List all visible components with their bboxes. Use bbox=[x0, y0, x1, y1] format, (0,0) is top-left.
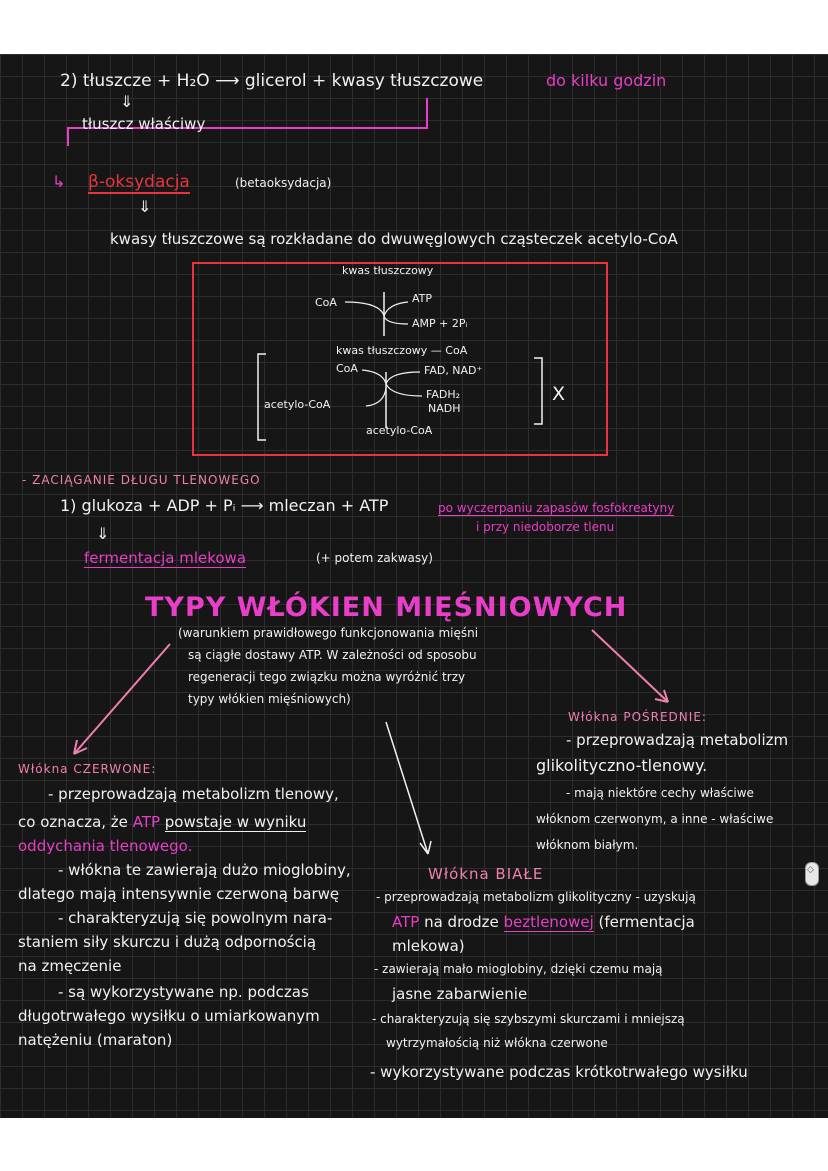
fat-hydrolysis-equation: 2) tłuszcze + H₂O ⟶ glicerol + kwasy tłuszczowe bbox=[60, 71, 484, 91]
diagram-nadh: NADH bbox=[428, 402, 461, 415]
diagram-multiplier: X bbox=[552, 383, 566, 405]
intermediate-line-2: glikolityczno-tlenowy. bbox=[536, 756, 708, 775]
aftermath-note: (+ potem zakwasy) bbox=[316, 551, 433, 565]
intermediate-line-5: włóknom białym. bbox=[536, 838, 639, 852]
red-line-2a: co oznacza, że bbox=[18, 813, 128, 831]
beta-oxidation-label bbox=[88, 172, 190, 192]
beta-oxidation-paren: (betaoksydacja) bbox=[235, 176, 332, 190]
down-arrow-icon-3: ⇓ bbox=[96, 524, 110, 543]
red-line-9: - są wykorzystywane np. podczas bbox=[58, 983, 309, 1001]
white-line-2b: (fermentacja bbox=[598, 913, 695, 931]
duration-note: do kilku godzin bbox=[546, 71, 667, 90]
diagram-fatty-acyl-coa: kwas tłuszczowy — CoA bbox=[336, 344, 468, 357]
lactic-fermentation bbox=[84, 548, 246, 568]
white-line-4: - zawierają mało mioglobiny, dzięki czemu mają bbox=[374, 962, 663, 976]
intro-line-4: typy włókien mięśniowych) bbox=[188, 692, 351, 706]
white-line-2a: na drodze bbox=[424, 913, 499, 931]
diagram-acetyl-bottom: acetylo-CoA bbox=[366, 424, 433, 437]
red-line-10: długotrwałego wysiłku o umiarkowanym bbox=[18, 1007, 320, 1025]
white-fibers-heading: Włókna BIAŁE bbox=[428, 865, 544, 883]
intermediate-line-1: - przeprowadzają metabolizm bbox=[566, 731, 789, 749]
white-line-2 bbox=[392, 912, 695, 932]
diagram-coa-2: CoA bbox=[336, 362, 358, 375]
beta-arrow-icon: ↳ bbox=[52, 172, 66, 191]
red-line-7: staniem siły skurczu i dużą odpornością bbox=[18, 933, 317, 951]
intermediate-heading: Włókna POŚREDNIE: bbox=[568, 710, 707, 724]
lactic-fermentation-text: fermentacja mlekowa bbox=[84, 549, 247, 567]
intermediate-line-4: włóknom czerwonym, a inne - właściwe bbox=[536, 812, 774, 826]
intro-line-1: (warunkiem prawidłowego funkcjonowania mięśni bbox=[178, 626, 479, 640]
note-connectors bbox=[0, 54, 828, 1118]
beta-oxidation-description: kwasy tłuszczowe są rozkładane do dwuwęglowych cząsteczek acetylo-CoA bbox=[110, 230, 678, 248]
white-line-3: mlekowa) bbox=[392, 937, 465, 955]
white-line-8: - wykorzystywane podczas krótkotrwałego wysiłku bbox=[370, 1063, 748, 1081]
red-line-1: - przeprowadzają metabolizm tlenowy, bbox=[48, 785, 339, 803]
intro-line-2: są ciągłe dostawy ATP. W zależności od sposobu bbox=[188, 648, 477, 662]
white-anaerobic-highlight: beztlenowej bbox=[503, 913, 594, 931]
red-line-5: dlatego mają intensywnie czerwoną barwę bbox=[18, 885, 340, 903]
own-fat-label: tłuszcz właściwy bbox=[82, 115, 206, 133]
arrow-to-white-fibers bbox=[386, 722, 428, 854]
down-arrow-icon: ⇓ bbox=[120, 92, 134, 111]
red-line-4: - włókna te zawierają dużo mioglobiny, bbox=[58, 861, 351, 879]
page-title: TYPY WŁÓKIEN MIĘŚNIOWYCH bbox=[145, 592, 628, 623]
diagram-fatty-acid: kwas tłuszczowy bbox=[342, 264, 434, 277]
diagram-coa-1: CoA bbox=[315, 296, 337, 309]
diagram-amp: AMP + 2Pᵢ bbox=[412, 317, 468, 330]
beta-oxidation-text: β-oksydacja bbox=[88, 172, 190, 192]
note-page bbox=[0, 54, 828, 1118]
intro-line-3: regeneracji tego związku można wyróżnić trzy bbox=[188, 670, 466, 684]
white-line-6: - charakteryzują się szybszymi skurczami i mniejszą bbox=[372, 1012, 685, 1026]
scrollbar-thumb[interactable] bbox=[805, 862, 819, 886]
white-line-1: - przeprowadzają metabolizm glikolityczny - uzyskują bbox=[376, 890, 696, 904]
red-fibers-heading: Włókna CZERWONE: bbox=[18, 762, 157, 776]
condition-line-1 bbox=[438, 501, 674, 516]
diagram-fad-nad: FAD, NAD⁺ bbox=[424, 364, 483, 377]
arrow-to-intermediate-fibers bbox=[592, 630, 668, 702]
down-arrow-icon-2: ⇓ bbox=[138, 197, 152, 216]
oxygen-debt-heading: - ZACIĄGANIE DŁUGU TLENOWEGO bbox=[22, 473, 261, 487]
diagram-fadh2: FADH₂ bbox=[426, 388, 460, 401]
white-line-7: wytrzymałością niż włókna czerwone bbox=[386, 1036, 608, 1050]
red-line-8: na zmęczenie bbox=[18, 957, 122, 975]
red-line-2b: powstaje w wyniku bbox=[164, 813, 307, 831]
red-line-6: - charakteryzują się powolnym nara- bbox=[58, 909, 333, 927]
condition-line-2: i przy niedoborze tlenu bbox=[476, 520, 615, 534]
white-atp-highlight: ATP bbox=[392, 913, 420, 931]
white-line-5: jasne zabarwienie bbox=[392, 985, 528, 1003]
red-line-11: natężeniu (maraton) bbox=[18, 1031, 173, 1049]
red-line-3: oddychania tlenowego. bbox=[18, 837, 193, 855]
intermediate-line-3: - mają niektóre cechy właściwe bbox=[566, 786, 754, 800]
arrow-to-red-fibers bbox=[74, 644, 170, 754]
diagram-atp: ATP bbox=[412, 292, 433, 305]
diagram-acetyl-left: acetylo-CoA bbox=[264, 398, 331, 411]
glucose-equation: 1) glukoza + ADP + Pᵢ ⟶ mleczan + ATP bbox=[60, 496, 389, 515]
condition-line-1-text: po wyczerpaniu zapasów fosfokreatyny bbox=[438, 501, 675, 515]
red-atp-highlight: ATP bbox=[132, 813, 160, 831]
red-line-2 bbox=[18, 812, 306, 832]
